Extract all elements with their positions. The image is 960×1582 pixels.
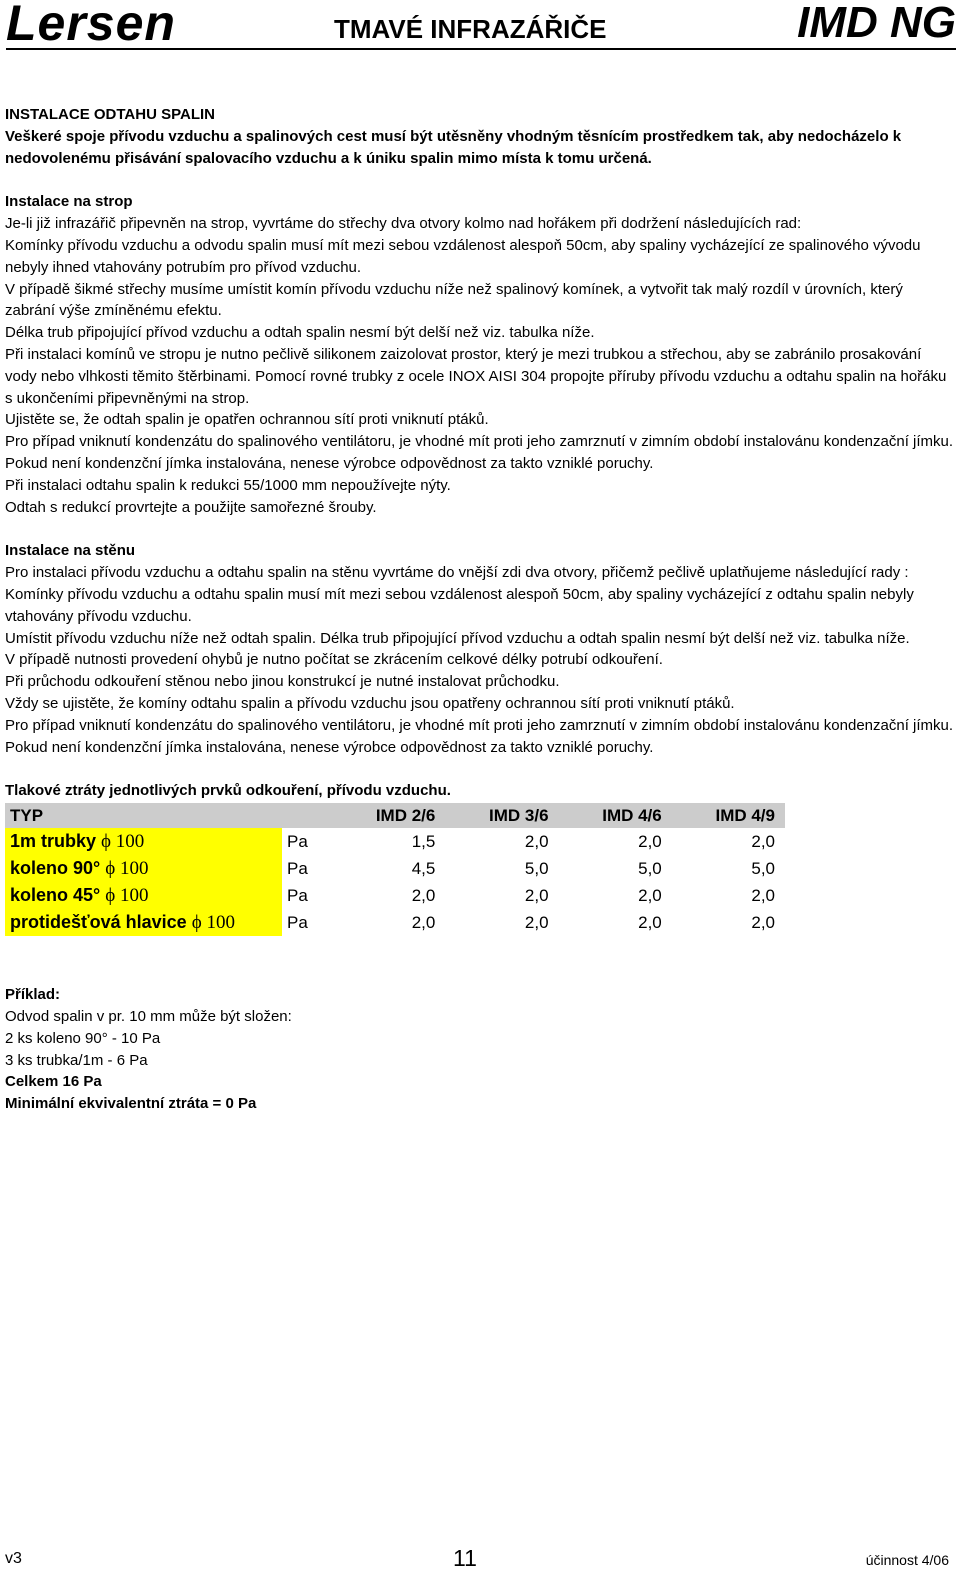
ceiling-paragraph: Při instalaci komínů ve stropu je nutno pečlivě silikonem zaizolovat prostor, který je mezi trubkou a střechou, aby se zabránilo prosakování vody nebo vlhkosti těmito štěrbinami. Pomocí rovné trubky z ocele INOX AISI 304 propojte příruby přívodu vzduchu a odtahu spalin na hořáku s ukončeními připevněnými na strop.: [5, 345, 947, 407]
section-heading-exhaust: INSTALACE ODTAHU SPALIN: [5, 106, 215, 123]
value-cell: 5,0: [524, 858, 549, 878]
ceiling-paragraph: Je-li již infrazářič připevněn na strop, vyvrtáme do střechy dva otvory kolmo nad hořákem při dodržení následujících rad:: [5, 215, 802, 233]
header-title: TMAVÉ INFRAZÁŘIČE: [334, 14, 607, 44]
example-total: Celkem 16 Pa: [5, 1073, 102, 1091]
value-cell: 2,0: [524, 912, 549, 932]
page-footer: [5, 1542, 955, 1571]
value-cell: 2,0: [638, 912, 662, 932]
diameter-symbol: ϕ 100: [105, 857, 149, 879]
value-cell: 1,5: [411, 831, 436, 851]
unit-cell: Pa: [287, 885, 308, 905]
table-caption: Tlakové ztráty jednotlivých prvků odkouření, přívodu vzduchu.: [5, 782, 451, 800]
item-name: 1m trubky: [10, 830, 97, 851]
wall-paragraph: Pro případ vniknutí kondenzátu do spalinového ventilátoru, je vhodné mít proti jeho zamrznutí v zimním období instalovánu kondenzační jímku. Pokud není kondenzční jímka instalována, nenese výrobce odpovědnost za takto vzniklé poruchy.: [5, 716, 954, 756]
wall-paragraph: Umístit přívodu vzduchu níže než odtah spalin. Délka trub připojující přívod vzduchu a odtah spalin nesmí být delší než viz. tabulka níže.: [5, 629, 910, 647]
table-header-cell: IMD 4/9: [672, 803, 785, 828]
table-row: [5, 882, 785, 909]
page-number: 11: [453, 1545, 477, 1571]
footer-note: účinnost 4/06: [865, 1552, 949, 1568]
unit-cell: Pa: [287, 831, 308, 851]
item-name: protidešťová hlavice: [10, 911, 187, 932]
model-name: IMD NG: [797, 0, 956, 47]
table-header-cell: IMD 3/6: [445, 803, 558, 828]
document-body: [5, 104, 955, 1115]
ceiling-paragraph: Odtah s redukcí provrtejte a použijte samořezné šrouby.: [5, 498, 377, 516]
ceiling-paragraph: Při instalaci odtahu spalin k redukci 55/1000 mm nepoužívejte nýty.: [5, 476, 451, 494]
wall-paragraph: Při průchodu odkouření stěnou nebo jinou konstrukcí je nutné instalovat průchodku.: [5, 673, 560, 691]
value-cell: 5,0: [751, 858, 775, 878]
page-header: [6, 0, 956, 50]
value-cell: 5,0: [638, 858, 662, 878]
value-cell: 2,0: [751, 912, 775, 932]
value-cell: 2,0: [751, 831, 775, 851]
value-cell: 2,0: [524, 885, 549, 905]
table-header-cell: IMD 4/6: [559, 803, 672, 828]
ceiling-paragraph: Ujistěte se, že odtah spalin je opatřen ochrannou sítí proti vniknutí ptáků.: [5, 411, 489, 429]
value-cell: 2,0: [751, 885, 775, 905]
diameter-symbol: ϕ 100: [101, 830, 145, 852]
table-row: [5, 909, 785, 936]
item-name-cell: [5, 855, 282, 882]
example-line: 2 ks koleno 90° - 10 Pa: [5, 1029, 161, 1047]
table-header-row: [5, 803, 785, 828]
wall-paragraph: Vždy se ujistěte, že komíny odtahu spalin a přívodu vzduchu jsou opatřeny ochrannou sítí proti vniknutí ptáků.: [5, 694, 735, 712]
unit-cell: Pa: [287, 858, 308, 878]
wall-paragraph: Komínky přívodu vzduchu a odtahu spalin musí mít mezi sebou vzdálenost alespoň 50cm, aby spaliny vycházející z odtahu spalin nebyly vtahovány přívodu vzduchu.: [5, 585, 914, 625]
diameter-symbol: ϕ 100: [105, 884, 149, 906]
table-row: [5, 855, 785, 882]
item-name-cell: [5, 828, 282, 855]
value-cell: 2,0: [638, 831, 662, 851]
brand-logo: Lersen: [6, 0, 176, 51]
table-header-cell: IMD 2/6: [332, 803, 445, 828]
pressure-loss-table: [5, 803, 785, 936]
ceiling-paragraph: Pro případ vniknutí kondenzátu do spalinového ventilátoru, je vhodné mít proti jeho zamrznutí v zimním období instalovánu kondenzační jímku. Pokud není kondenzční jímka instalována, nenese výrobce odpovědnost za takto vzniklé poruchy.: [5, 433, 954, 472]
wall-paragraph: Pro instalaci přívodu vzduchu a odtahu spalin na stěnu vyvrtáme do vnější zdi dva otvory, přičemž pečlivě uplatňujeme následující rady :: [5, 564, 909, 582]
wall-paragraph: V případě nutnosti provedení ohybů je nutno počítat se zkrácením celkové délky potrubí odkouření.: [5, 651, 663, 669]
item-name-cell: [5, 882, 282, 909]
intro-text: Veškeré spoje přívodu vzduchu a spalinových cest musí být utěsněny vhodným těsnícím prostředkem tak, aby nedocházelo k nedovolenému přisávání spalovacího vzduchu a k úniku spalin mimo místa k tomu určená.: [5, 127, 902, 167]
item-name: koleno 45°: [10, 884, 101, 905]
section-heading-ceiling: Instalace na strop: [5, 193, 133, 211]
value-cell: 2,0: [638, 885, 662, 905]
table-row: [5, 828, 785, 855]
value-cell: 4,5: [411, 858, 436, 878]
ceiling-paragraph: Komínky přívodu vzduchu a odvodu spalin musí mít mezi sebou vzdálenost alespoň 50cm, aby spaliny vycházející ze spalinového vývodu nebyly ihned vtahovány potrubím pro přívod vzduchu.: [5, 236, 921, 276]
example-heading: Příklad:: [5, 986, 61, 1004]
value-cell: 2,0: [411, 885, 436, 905]
version-label: v3: [5, 1550, 22, 1567]
table-header-cell: [282, 803, 332, 828]
diameter-symbol: ϕ 100: [191, 911, 235, 933]
unit-cell: Pa: [287, 912, 308, 932]
ceiling-paragraph: V případě šikmé střechy musíme umístit komín přívodu vzduchu níže než spalinový komínek, a vytvořit tak malý rozdíl v úrovních, který zabrání výše zmíněnému efektu.: [5, 280, 903, 320]
example-line: Odvod spalin v pr. 10 mm může být složen:: [5, 1007, 292, 1025]
section-heading-wall: Instalace na stěnu: [5, 542, 136, 560]
example-line: 3 ks trubka/1m - 6 Pa: [5, 1051, 148, 1069]
value-cell: 2,0: [411, 912, 436, 932]
example-min-loss: Minimální ekvivalentní ztráta = 0 Pa: [5, 1095, 257, 1113]
table-header-cell: TYP: [5, 803, 282, 828]
value-cell: 2,0: [524, 831, 549, 851]
item-name: koleno 90°: [10, 857, 101, 878]
ceiling-paragraph: Délka trub připojující přívod vzduchu a odtah spalin nesmí být delší než viz. tabulka níže.: [5, 324, 595, 342]
item-name-cell: [5, 909, 282, 936]
